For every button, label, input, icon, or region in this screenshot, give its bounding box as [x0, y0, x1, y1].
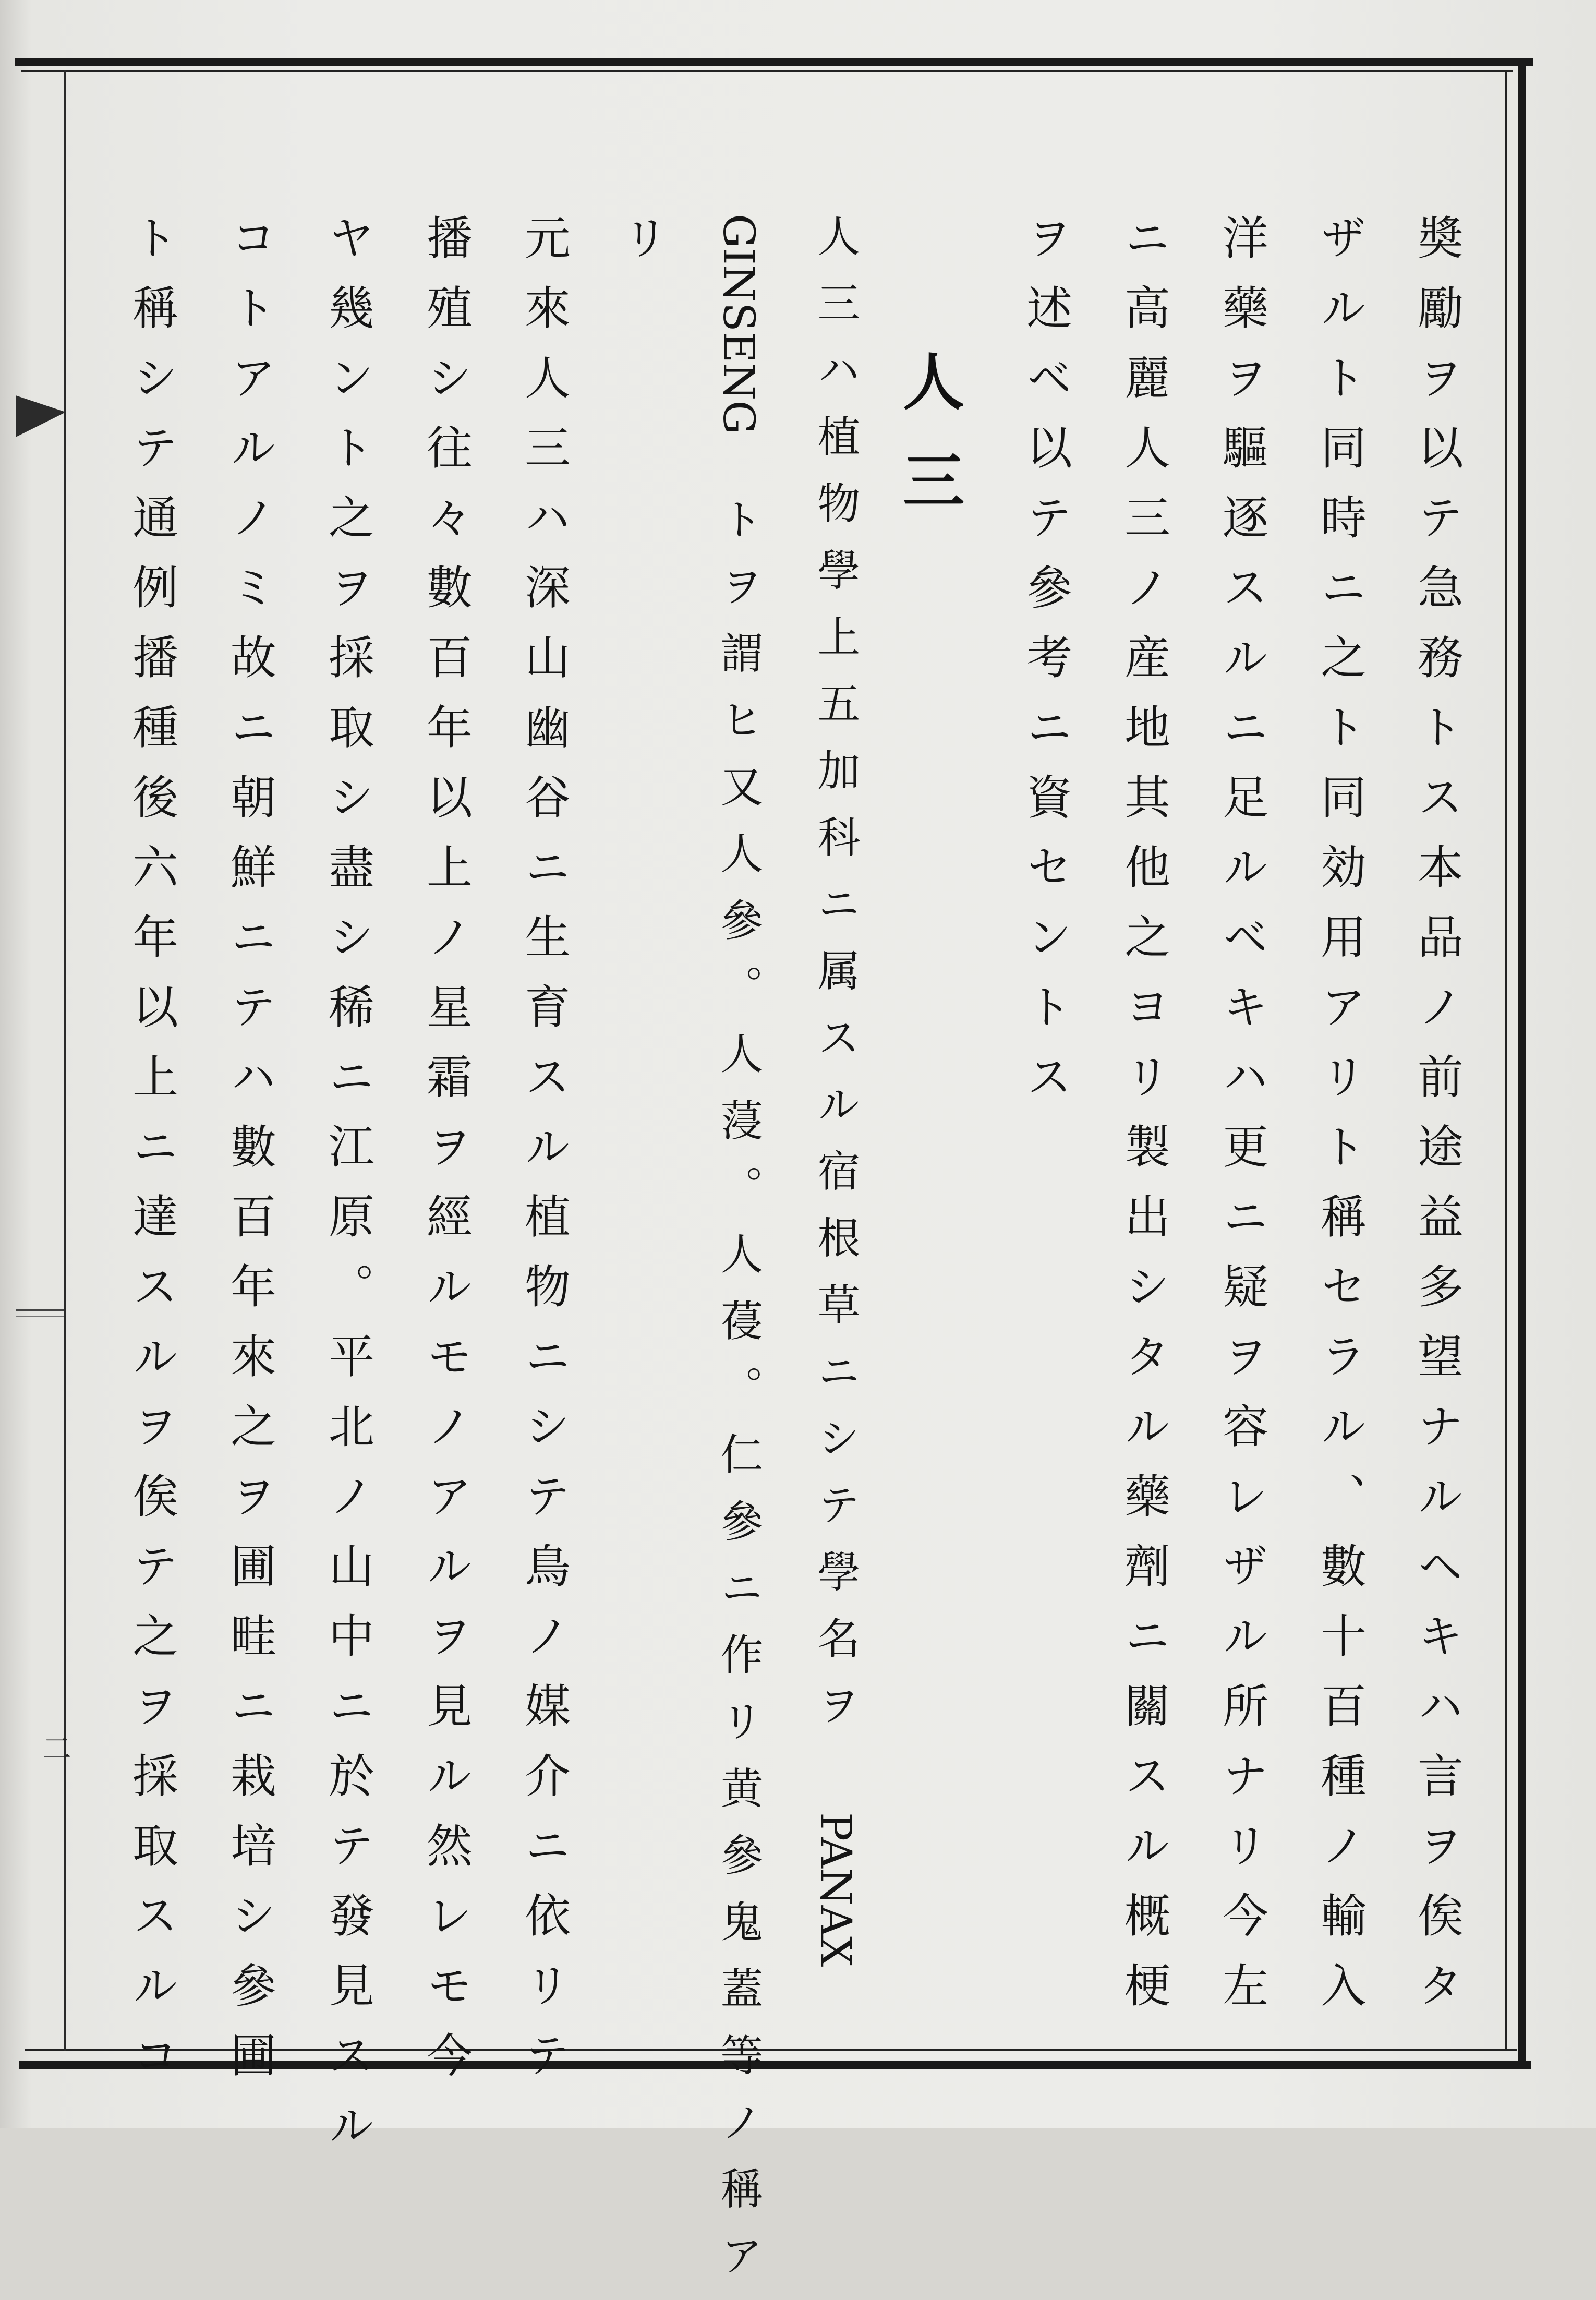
text-column-5: ヲ述ベ以テ參考ニ資セントス — [1019, 214, 1073, 1123]
frame-top-outer-rule — [15, 58, 1533, 66]
text-column-7 — [704, 214, 772, 2300]
margin-rule — [16, 1316, 64, 1317]
text-column-8: リ — [615, 214, 669, 284]
text-column-11: ヤ幾ント之ヲ採取シ盡シ稀ニ江原。平北ノ山中ニ於テ發見スル — [321, 214, 375, 2171]
text-column-10: 播殖シ往々數百年以上ノ星霜ヲ經ルモノアルヲ見ル然レモ今 — [419, 214, 473, 2101]
text-column-4: ニ高麗人三ノ産地其他之ヨリ製出シタル藥劑ニ關スル概梗 — [1117, 214, 1171, 2031]
page-number: 二 — [38, 1733, 71, 1762]
frame-right-inner-rule — [1505, 70, 1507, 2051]
margin-rule — [16, 1309, 64, 1311]
text-column-6-japanese: 人三ハ植物學上五加科ニ属スル宿根草ニシテ學名ヲ — [811, 214, 860, 1750]
latin-name-ginseng: GINSENG — [714, 214, 763, 435]
frame-top-inner-rule — [21, 70, 1513, 72]
text-column-12: コトアルノミ故ニ朝鮮ニテハ數百年來之ヲ圃畦ニ栽培シ參圃 — [223, 214, 277, 2101]
text-column-7-japanese: トヲ謂ヒ又人參。人蓡。人葠。仁參ニ作リ黄參鬼蓋等ノ稱ア — [714, 497, 763, 2300]
text-column-6 — [801, 214, 869, 1967]
text-column-1: 奬勵ヲ以テ急務トス本品ノ前途益多望ナルヘキハ言ヲ俟タ — [1410, 214, 1464, 2031]
margin-notch-mark — [16, 395, 66, 437]
text-column-3: 洋藥ヲ驅逐スルニ足ルベキハ更ニ疑ヲ容レザル所ナリ今左 — [1215, 214, 1269, 2031]
text-column-13: ト稱シテ通例播種後六年以上ニ達スルヲ俟テ之ヲ採取スルコ — [125, 214, 179, 2101]
frame-right-outer-rule — [1518, 58, 1526, 2069]
text-column-9: 元來人三ハ深山幽谷ニ生育スル植物ニシテ鳥ノ媒介ニ依リテ — [517, 214, 571, 2101]
text-column-2: ザルト同時ニ之ト同効用アリト稱セラル、數十百種ノ輸入 — [1313, 214, 1367, 2031]
section-heading: 人三 — [892, 350, 965, 548]
latin-name-panax: PANAX — [811, 1812, 860, 1967]
